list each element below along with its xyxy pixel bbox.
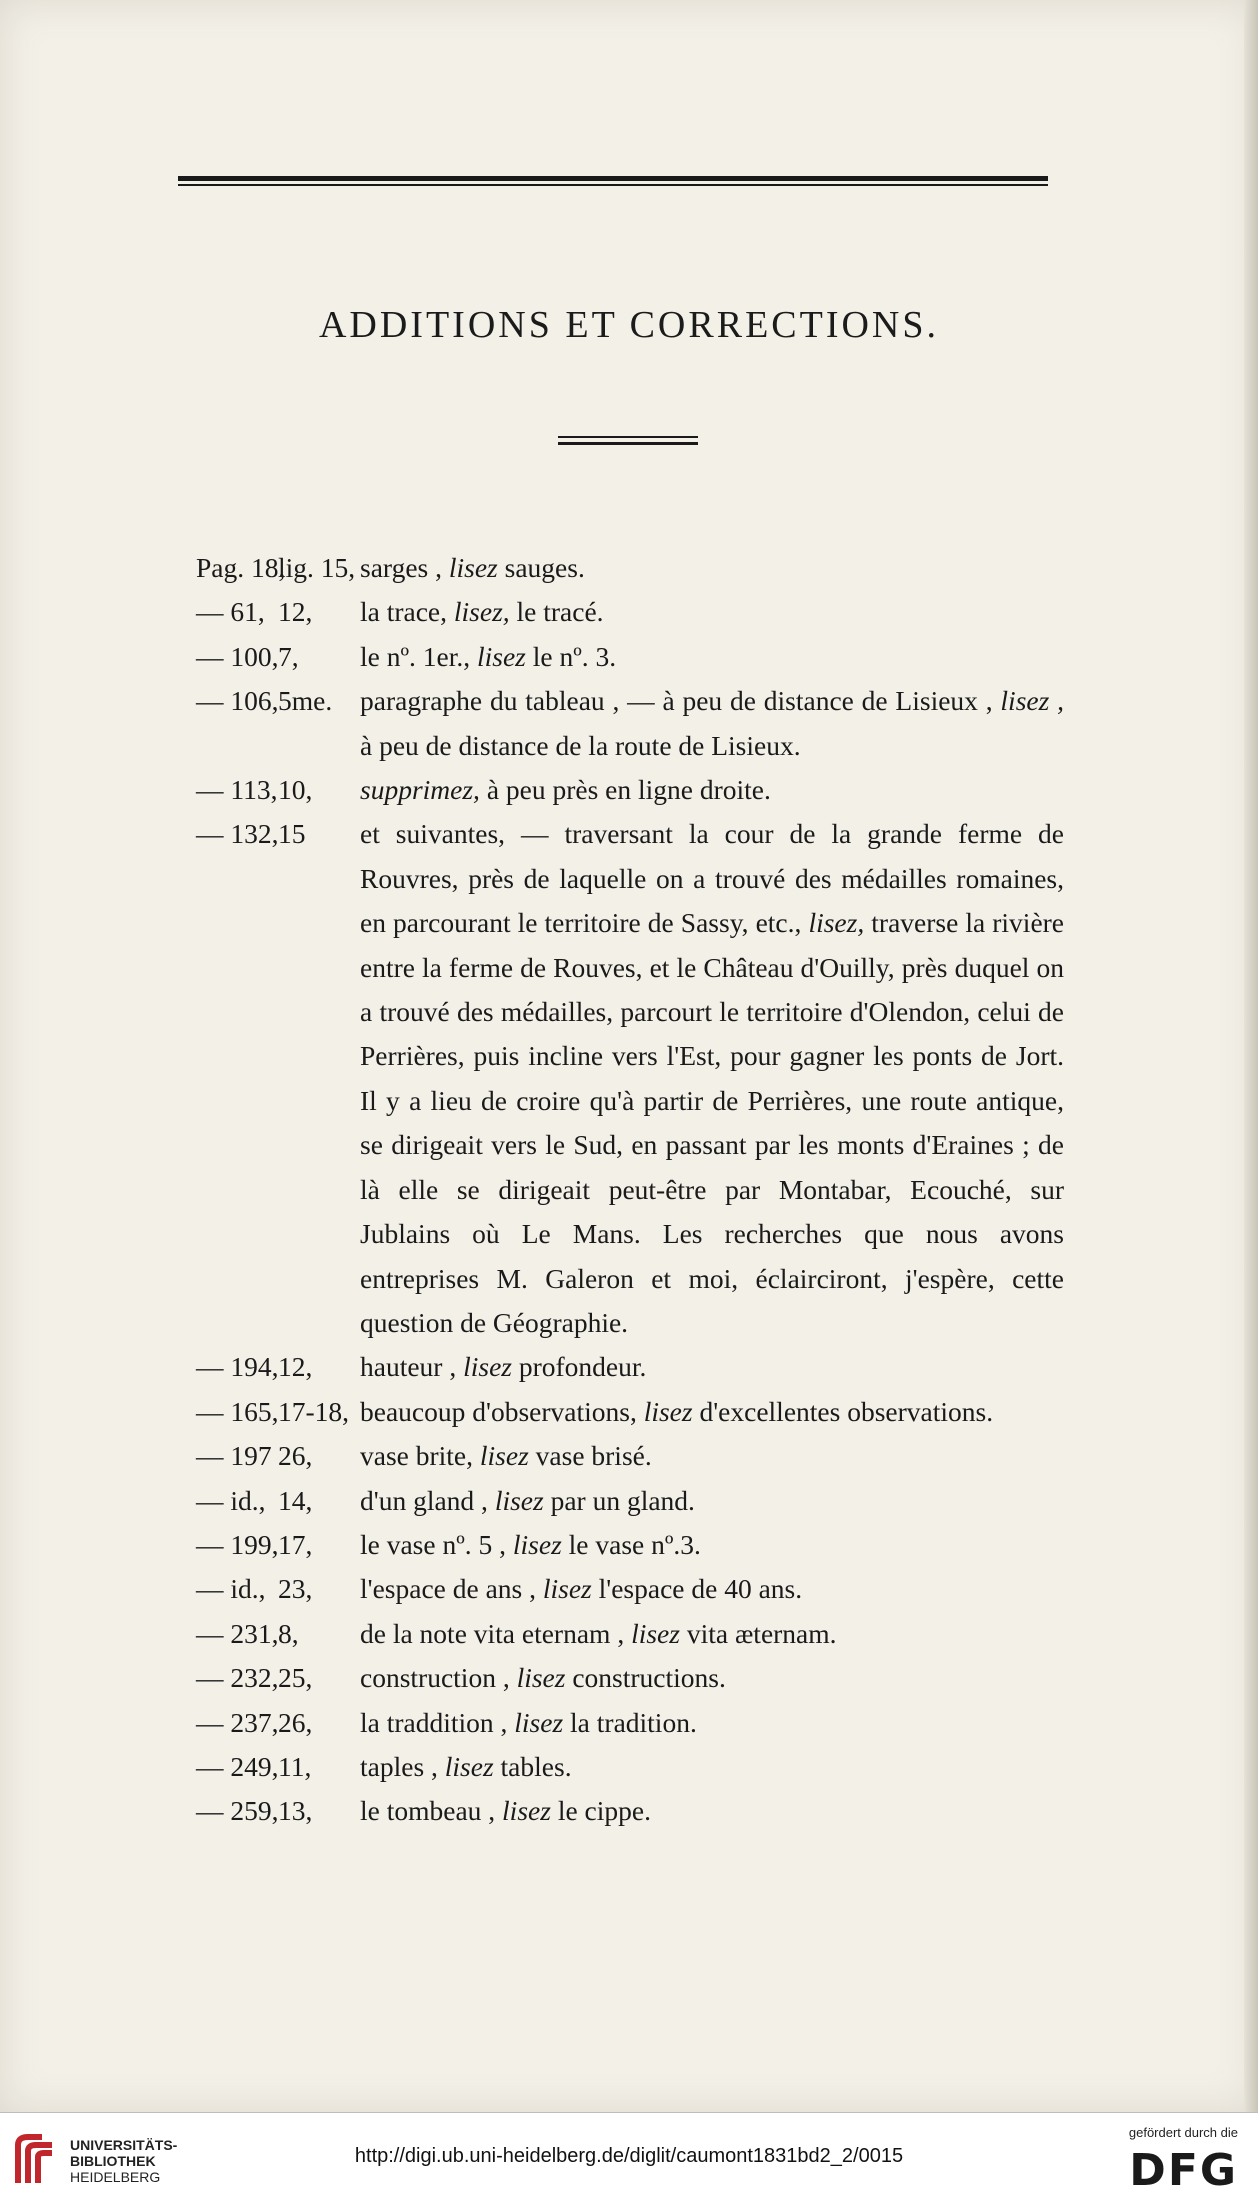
underline-thin bbox=[558, 436, 698, 438]
corrected-text: vita æternam. bbox=[686, 1617, 837, 1649]
line-ref: 17-18, bbox=[278, 1395, 350, 1427]
lisez-marker: lisez bbox=[514, 1706, 564, 1738]
erroneous-text: construction , bbox=[360, 1662, 510, 1694]
top-double-rule bbox=[178, 176, 1048, 188]
errata-entry bbox=[196, 1745, 1064, 1789]
corrected-text: à peu près en ligne droite. bbox=[486, 774, 771, 806]
erroneous-text: taples , bbox=[360, 1750, 438, 1782]
lisez-marker: lisez bbox=[479, 1440, 529, 1472]
errata-entry bbox=[196, 679, 1064, 768]
page-ref: — 61, bbox=[196, 596, 265, 628]
erroneous-text: le vase nº. 5 , bbox=[360, 1528, 506, 1560]
lisez-marker: lisez bbox=[463, 1351, 512, 1383]
correction-text bbox=[360, 1612, 1064, 1656]
correction-text bbox=[360, 1479, 1064, 1523]
corrected-text: le nº. 3. bbox=[532, 640, 617, 672]
errata-entry bbox=[196, 1701, 1064, 1745]
page-ref: Pag. 18, bbox=[196, 552, 286, 583]
line-ref: 13, bbox=[278, 1795, 313, 1827]
errata-entry bbox=[196, 812, 1064, 1345]
page-title: ADDITIONS ET CORRECTIONS. bbox=[318, 304, 940, 346]
page-ref: — 259, bbox=[196, 1795, 279, 1827]
corrected-text: profondeur. bbox=[518, 1351, 647, 1383]
erroneous-text: le nº. 1er., bbox=[360, 640, 471, 672]
institution-line-1: UNIVERSITÄTS- bbox=[70, 2137, 178, 2153]
page-ref: — 106, bbox=[196, 685, 279, 717]
lisez-marker: lisez bbox=[448, 552, 498, 583]
errata-list bbox=[196, 546, 1064, 1834]
underline-thick bbox=[558, 442, 698, 445]
errata-entry bbox=[196, 635, 1064, 679]
errata-entry bbox=[196, 1345, 1064, 1389]
corrected-text: par un gland. bbox=[550, 1484, 695, 1516]
errata-entry bbox=[196, 768, 1064, 812]
lisez-marker: lisez, bbox=[453, 596, 510, 628]
line-ref: lig. 15, bbox=[278, 552, 356, 583]
corrected-text: sauges. bbox=[504, 552, 585, 583]
correction-text bbox=[360, 1390, 1064, 1434]
line-ref: 12, bbox=[278, 1351, 313, 1383]
permalink-url[interactable]: http://digi.ub.uni-heidelberg.de/diglit/caumont1831bd2_2/0015 bbox=[354, 2145, 904, 2167]
line-ref: 8, bbox=[278, 1617, 299, 1649]
corrected-text: le vase nº.3. bbox=[568, 1528, 701, 1560]
corrected-text: d'excellentes observations. bbox=[699, 1395, 994, 1427]
line-ref: 14, bbox=[278, 1484, 313, 1516]
lisez-marker: lisez bbox=[476, 640, 526, 672]
lisez-marker: lisez bbox=[502, 1795, 551, 1827]
correction-text bbox=[360, 635, 1064, 679]
line-ref: 5me. bbox=[278, 685, 333, 717]
dfg-logo-icon: DFG bbox=[1129, 2145, 1238, 2196]
funder-label: gefördert durch die bbox=[1128, 2125, 1238, 2140]
page-ref: — 194, bbox=[196, 1351, 279, 1383]
line-ref: 23, bbox=[278, 1573, 313, 1605]
lisez-marker: lisez, bbox=[808, 907, 865, 939]
page-ref: — 100, bbox=[196, 640, 279, 672]
erroneous-text: de la note vita eternam , bbox=[360, 1617, 625, 1649]
top-rule-thin bbox=[178, 184, 1048, 186]
erroneous-text: vase brite, bbox=[360, 1440, 474, 1472]
top-rule-thick bbox=[178, 176, 1048, 181]
line-ref: 15 bbox=[278, 818, 306, 850]
title-underline-rule bbox=[558, 436, 698, 448]
erroneous-text: la traddition , bbox=[360, 1706, 508, 1738]
errata-entry bbox=[196, 1656, 1064, 1700]
lisez-marker: lisez bbox=[542, 1573, 592, 1605]
correction-text bbox=[360, 1567, 1064, 1611]
corrected-text: le cippe. bbox=[557, 1795, 651, 1827]
erroneous-text: d'un gland , bbox=[360, 1484, 488, 1516]
erroneous-text: le tombeau , bbox=[360, 1795, 496, 1827]
page-ref: — id., bbox=[196, 1573, 266, 1605]
correction-text bbox=[360, 1345, 1064, 1389]
correction-text bbox=[360, 546, 1064, 590]
correction-text bbox=[360, 590, 1064, 634]
page-ref: — 249, bbox=[196, 1750, 279, 1782]
corrected-text: la tradition. bbox=[570, 1706, 697, 1738]
erroneous-text: beaucoup d'observations, bbox=[360, 1395, 637, 1427]
errata-entry bbox=[196, 1789, 1064, 1833]
erroneous-text: l'espace de ans , bbox=[360, 1573, 536, 1605]
corrected-text: tables. bbox=[500, 1750, 572, 1782]
page-ref: — 232, bbox=[196, 1662, 279, 1694]
lisez-marker: lisez bbox=[631, 1617, 680, 1649]
correction-text bbox=[360, 1656, 1064, 1700]
line-ref: 11, bbox=[278, 1750, 312, 1782]
corrected-text: l'espace de 40 ans. bbox=[598, 1573, 803, 1605]
lisez-marker: supprimez, bbox=[360, 774, 480, 806]
page-ref: — id., bbox=[196, 1484, 266, 1516]
lisez-marker: lisez bbox=[494, 1484, 544, 1516]
lisez-marker: lisez , bbox=[1000, 685, 1064, 717]
correction-text bbox=[360, 1701, 1064, 1745]
institution-line-2: BIBLIOTHEK bbox=[70, 2153, 156, 2169]
viewer-footer bbox=[0, 2112, 1258, 2206]
correction-text bbox=[360, 812, 1064, 1345]
corrected-text: traverse la rivière entre la ferme de Rouves, et le Château d'Ouilly, près duquel on a trouvé des médailles, parcourt le territoire d'Olendon, celui de Perrières, puis incline vers l'Est, pour gagner les ponts de Jort. Il y a lieu de croire qu'à partir de Perrières, une route antique, se dirigeait vers le Sud, en passant par les monts d'Eraines ; de là elle se dirigeait peut-être par Montabar, Ecouché, sur Jublains où Le Mans. Les recherches que nous avons entreprises M. Galeron et moi, éclairciront, j'espère, cette question de Géographie. bbox=[360, 907, 1065, 1338]
correction-text bbox=[360, 1523, 1064, 1567]
corrected-text: vase brisé. bbox=[535, 1440, 652, 1472]
page-ref: — 113, bbox=[196, 774, 278, 806]
erroneous-text: hauteur , bbox=[360, 1351, 457, 1383]
line-ref: 17, bbox=[278, 1528, 313, 1560]
line-ref: 26, bbox=[278, 1706, 313, 1738]
correction-text bbox=[360, 1745, 1064, 1789]
correction-text bbox=[360, 679, 1064, 768]
errata-entry bbox=[196, 590, 1064, 634]
erroneous-text: paragraphe du tableau , — à peu de distance de Lisieux , bbox=[360, 685, 993, 717]
errata-entry bbox=[196, 1434, 1064, 1478]
lisez-marker: lisez bbox=[444, 1750, 494, 1782]
errata-entry bbox=[196, 1479, 1064, 1523]
errata-entry bbox=[196, 1612, 1064, 1656]
errata-entry bbox=[196, 1567, 1064, 1611]
page-ref: — 199, bbox=[196, 1528, 279, 1560]
page-ref: — 165, bbox=[196, 1395, 279, 1427]
erroneous-text: et suivantes, — traversant la cour de la grande ferme de Rouvres, près de laquelle on a trouvé des médailles romaines, en parcourant le territoire de Sassy, etc., bbox=[360, 818, 1064, 939]
lisez-marker: lisez bbox=[516, 1662, 566, 1694]
line-ref: 25, bbox=[278, 1662, 313, 1694]
correction-text bbox=[360, 1434, 1064, 1478]
corrected-text: à peu de distance de la route de Lisieux. bbox=[360, 729, 801, 761]
correction-text bbox=[360, 1789, 1064, 1833]
page-ref: — 132, bbox=[196, 818, 279, 850]
line-ref: 26, bbox=[278, 1440, 313, 1472]
errata-entry bbox=[196, 1390, 1064, 1434]
erroneous-text: la trace, bbox=[360, 596, 448, 628]
errata-entry bbox=[196, 546, 1064, 590]
institution-line-3: HEIDELBERG bbox=[70, 2169, 161, 2185]
line-ref: 10, bbox=[278, 774, 313, 806]
line-ref: 12, bbox=[278, 596, 313, 628]
line-ref: 7, bbox=[278, 640, 299, 672]
erroneous-text: sarges , bbox=[360, 552, 442, 583]
corrected-text: constructions. bbox=[572, 1662, 726, 1694]
corrected-text: le tracé. bbox=[516, 596, 604, 628]
errata-entry bbox=[196, 1523, 1064, 1567]
lisez-marker: lisez bbox=[512, 1528, 562, 1560]
page-ref: — 197 bbox=[196, 1440, 272, 1472]
lisez-marker: lisez bbox=[643, 1395, 693, 1427]
correction-text bbox=[360, 768, 1064, 812]
page-ref: — 231, bbox=[196, 1617, 279, 1649]
page-ref: — 237, bbox=[196, 1706, 279, 1738]
